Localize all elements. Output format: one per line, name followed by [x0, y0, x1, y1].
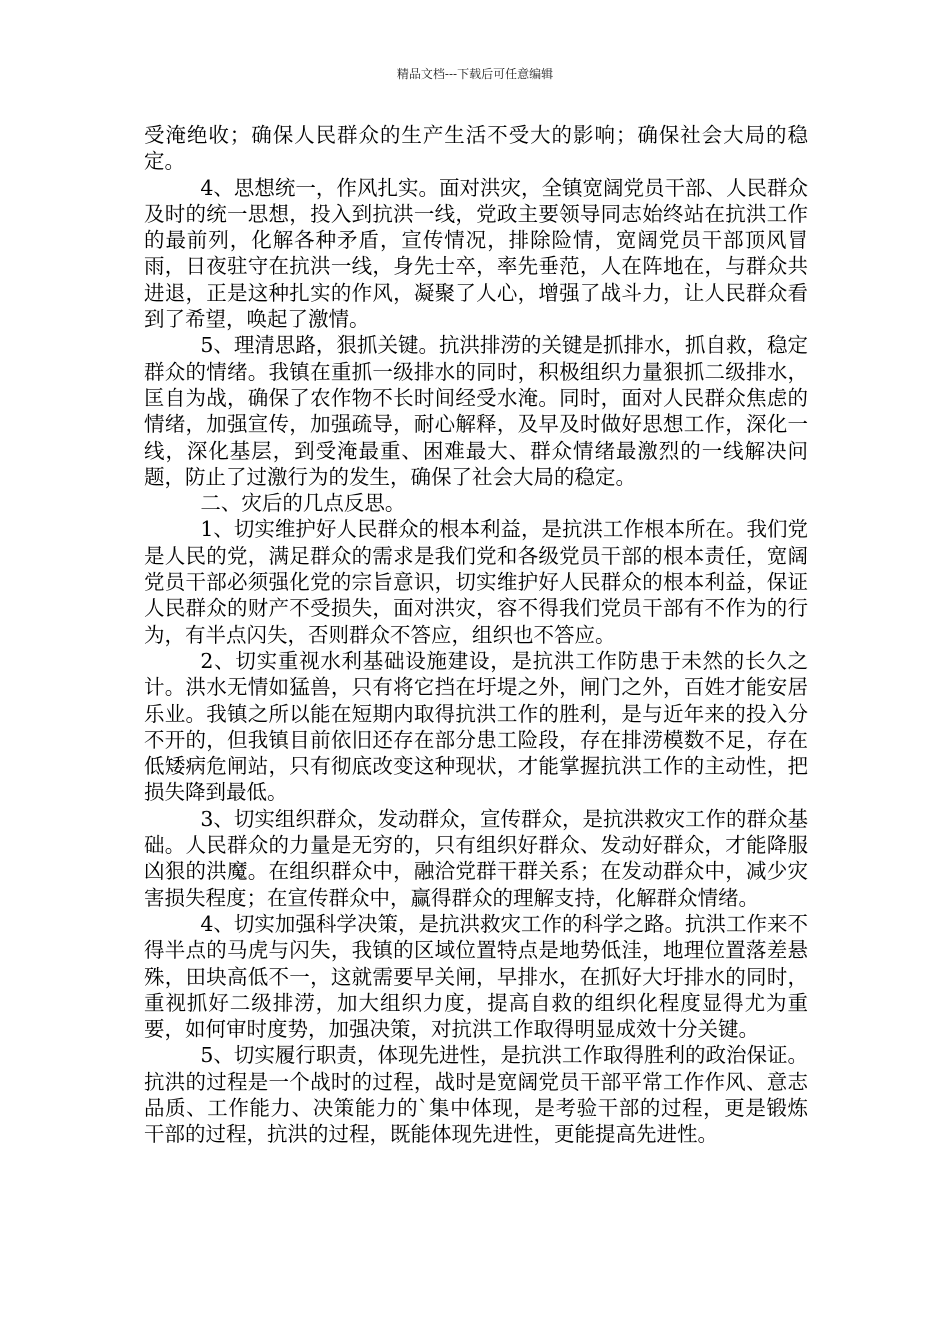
paragraph-reflection-2: 2、切实重视水利基础设施建设，是抗洪工作防患于未然的长久之计。洪水无情如猛兽，只有将它挡在圩堤之外，闸门之外，百姓才能安居乐业。我镇之所以能在短期内取得抗洪工作的胜利，是与近年来的投入分不开的，但我镇目前依旧还存在部分患工险段，存在排涝模数不足，存在低矮病危闸站，只有彻底改变这种现状，才能掌握抗洪工作的主动性，把损失降到最低。 — [144, 648, 808, 805]
paragraph-reflection-5: 5、切实履行职责，体现先进性，是抗洪工作取得胜利的政治保证。抗洪的过程是一个战时的过程，战时是宽阔党员干部平常工作作风、意志品质、工作能力、决策能力的`集中体现，是考验干部的过程，更是锻炼干部的过程，抗洪的过程，既能体现先进性，更能提高先进性。 — [144, 1043, 808, 1147]
paragraph-item-5-clear-thinking: 5、理清思路，狠抓关键。抗洪排涝的关键是抓排水，抓自救，稳定群众的情绪。我镇在重抓一级排水的同时，积极组织力量狠抓二级排水，匡自为战，确保了农作物不长时间经受水淹。同时，面对人民群众焦虑的情绪，加强宣传，加强疏导，耐心解释，及早及时做好思想工作，深化一线，深化基层，到受淹最重、困难最大、群众情绪最激烈的一线解决问题，防止了过激行为的发生，确保了社会大局的稳定。 — [144, 333, 808, 489]
paragraph-continuation: 受淹绝收；确保人民群众的生产生活不受大的影响；确保社会大局的稳定。 — [144, 123, 808, 174]
document-body — [144, 122, 808, 1148]
section-heading-reflections: 二、灾后的几点反思。 — [200, 491, 406, 516]
paragraph-item-4-unity: 4、思想统一，作风扎实。面对洪灾，全镇宽阔党员干部、人民群众及时的统一思想，投入到抗洪一线，党政主要领导同志始终站在抗洪工作的最前列，化解各种矛盾，宣传情况，排除险情，宽阔党员干部顶风冒雨，日夜驻守在抗洪一线，身先士卒，率先垂范，人在阵地在，与群众共进退，正是这种扎实的作风，凝聚了人心，增强了战斗力，让人民群众看到了希望，唤起了激情。 — [144, 175, 808, 332]
paragraph-reflection-3: 3、切实组织群众，发动群众，宣传群众，是抗洪救灾工作的群众基础。人民群众的力量是无穷的，只有组织好群众、发动好群众，才能降服凶狠的洪魔。在组织群众中，融洽党群干群关系；在发动群众中，减少灾害损失程度；在宣传群众中，赢得群众的理解支持，化解群众情绪。 — [144, 806, 808, 910]
paragraph-reflection-4: 4、切实加强科学决策，是抗洪救灾工作的科学之路。抗洪工作来不得半点的马虎与闪失，我镇的区域位置特点是地势低洼，地理位置落差悬殊，田块高低不一，这就需要早关闸，早排水，在抓好大圩排水的同时，重视抓好二级排涝，加大组织力度，提高自救的组织化程度显得尤为重要，如何审时度势，加强决策，对抗洪工作取得明显成效十分关键。 — [144, 911, 808, 1042]
paragraph-reflection-1: 1、切实维护好人民群众的根本利益，是抗洪工作根本所在。我们党是人民的党，满足群众的需求是我们党和各级党员干部的根本责任，宽阔党员干部必须强化党的宗旨意识，切实维护好人民群众的根本利益，保证人民群众的财产不受损失，面对洪灾，容不得我们党员干部有不作为的行为，有半点闪失，否则群众不答应，组织也不答应。 — [144, 517, 808, 647]
page-header: 精品文档---下载后可任意编辑 — [396, 67, 554, 81]
